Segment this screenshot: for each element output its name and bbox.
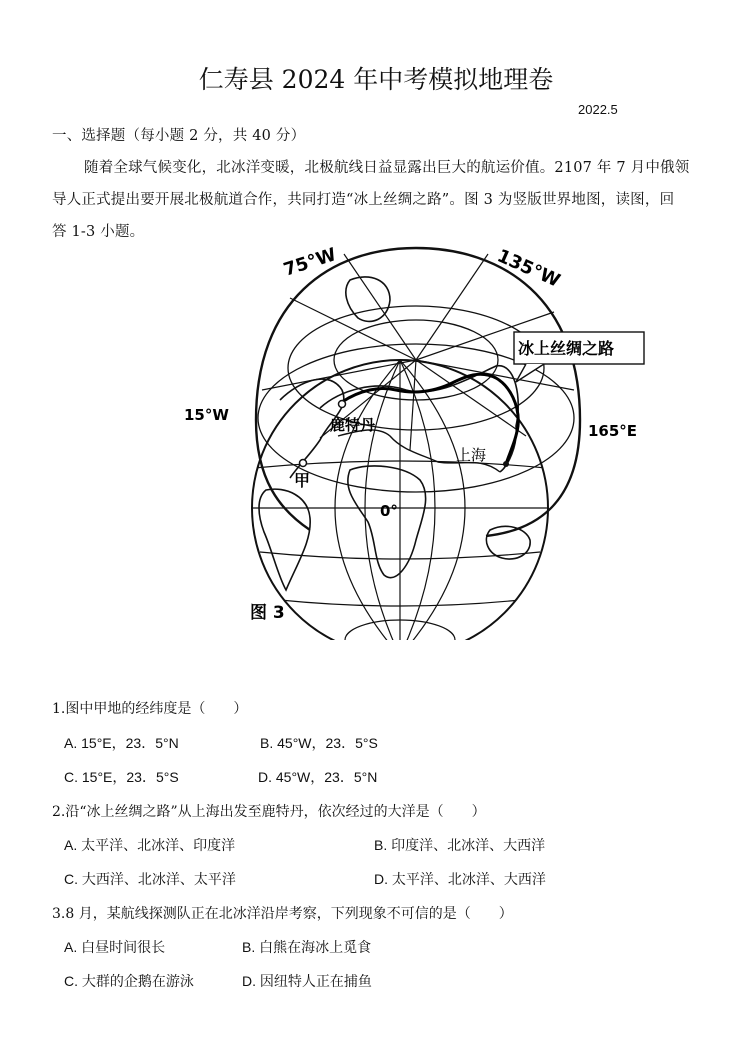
intro-line-1: 随着全球气候变化，北冰洋变暖，北极航线日益显露出巨大的航运价值。2107 年 7 月中俄领 — [84, 160, 690, 176]
label-75w: 75°W — [281, 244, 339, 281]
question-2-option-d[interactable]: D. 太平洋、北冰洋、大西洋 — [374, 871, 546, 887]
label-rotterdam: 鹿特丹 — [330, 416, 376, 434]
page-title: 仁寿县 2024 年中考模拟地理卷 — [198, 65, 554, 94]
south-america-outline — [259, 489, 310, 590]
label-zero-degree: 0° — [380, 502, 398, 520]
label-165e: 165°E — [588, 422, 638, 440]
question-3-option-b[interactable]: B. 白熊在海冰上觅食 — [242, 939, 372, 955]
question-2-option-c[interactable]: C. 大西洋、北冰洋、太平洋 — [64, 871, 236, 887]
question-2-option-a[interactable]: A. 太平洋、北冰洋、印度洋 — [64, 837, 236, 853]
world-map-figure — [170, 240, 660, 640]
question-3-stem: 3.8 月，某航线探测队正在北冰洋沿岸考察，下列现象不可信的是（ ） — [52, 906, 513, 922]
jia-point — [300, 460, 307, 467]
question-2-stem: 2.沿“冰上丝绸之路”从上海出发至鹿特丹，依次经过的大洋是（ ） — [52, 804, 486, 820]
exam-date: 2022.5 — [578, 102, 618, 117]
question-1-option-c[interactable]: C. 15°E，23．5°S — [64, 769, 179, 785]
rotterdam-point — [339, 401, 346, 408]
africa-outline — [348, 466, 426, 578]
label-jia: 甲 — [294, 471, 311, 490]
question-1-option-b[interactable]: B. 45°W，23．5°S — [260, 735, 378, 751]
label-15w: 15°W — [184, 406, 229, 424]
label-135w: 135°W — [493, 245, 564, 292]
label-ice-silk-road: 冰上丝绸之路 — [518, 339, 615, 358]
question-2-option-b[interactable]: B. 印度洋、北冰洋、大西洋 — [374, 837, 546, 853]
figure-caption: 图 3 — [250, 603, 285, 623]
question-3-option-c[interactable]: C. 大群的企鹅在游泳 — [64, 973, 194, 989]
question-1-stem: 1.图中甲地的经纬度是（ ） — [52, 701, 248, 717]
question-1-option-a[interactable]: A. 15°E，23．5°N — [64, 735, 179, 751]
shanghai-point — [503, 461, 509, 467]
label-shanghai: 上海 — [456, 446, 487, 464]
question-3-option-d[interactable]: D. 因纽特人正在捕鱼 — [242, 973, 372, 989]
intro-line-3: 答 1-3 小题。 — [52, 224, 145, 240]
section-heading: 一、选择题（每小题 2 分，共 40 分） — [52, 128, 306, 144]
question-1-option-d[interactable]: D. 45°W，23．5°N — [258, 769, 378, 785]
intro-line-2: 导人正式提出要开展北极航道合作，共同打造“冰上丝绸之路”。图 3 为竖版世界地图，读图，回 — [52, 192, 675, 208]
question-3-option-a[interactable]: A. 白昼时间很长 — [64, 939, 166, 955]
